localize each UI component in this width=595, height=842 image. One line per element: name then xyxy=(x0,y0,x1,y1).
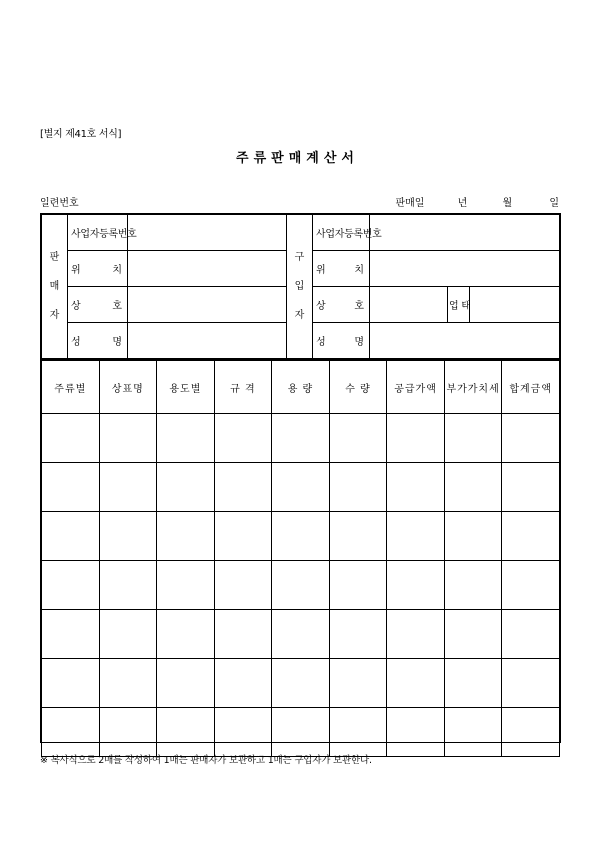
table-cell[interactable] xyxy=(214,610,272,659)
table-cell[interactable] xyxy=(214,708,272,757)
buyer-name-label xyxy=(313,323,370,359)
table-cell[interactable] xyxy=(329,659,387,708)
label-char: 명 xyxy=(112,337,122,348)
label-char: 위 xyxy=(316,265,326,276)
table-cell[interactable] xyxy=(42,659,100,708)
table-cell[interactable] xyxy=(42,610,100,659)
table-cell[interactable] xyxy=(272,708,330,757)
seller-char: 자 xyxy=(49,310,60,321)
table-cell[interactable] xyxy=(99,561,157,610)
month-label: 월 xyxy=(502,198,513,209)
table-cell[interactable] xyxy=(214,512,272,561)
table-cell[interactable] xyxy=(157,463,215,512)
column-header: 규 격 xyxy=(214,361,272,414)
seller-location-label xyxy=(68,251,128,287)
table-cell[interactable] xyxy=(387,659,445,708)
table-row xyxy=(42,610,560,659)
table-cell[interactable] xyxy=(387,561,445,610)
table-cell[interactable] xyxy=(157,708,215,757)
buyer-location-field[interactable] xyxy=(370,251,560,287)
serial-number-label: 일련번호 xyxy=(40,198,79,209)
page-title: 주류판매계산서 xyxy=(236,151,359,166)
year-label: 년 xyxy=(457,198,468,209)
table-cell[interactable] xyxy=(444,463,502,512)
table-cell[interactable] xyxy=(329,463,387,512)
table-row xyxy=(42,708,560,757)
table-cell[interactable] xyxy=(387,708,445,757)
table-row xyxy=(42,561,560,610)
table-cell[interactable] xyxy=(99,708,157,757)
label-char: 치 xyxy=(354,265,364,276)
footer-note: ※ 복사식으로 2매를 작성하여 1매는 판매자가 보관하고 1매는 구입자가 보관한다. xyxy=(40,755,372,766)
table-cell[interactable] xyxy=(444,659,502,708)
table-row xyxy=(42,512,560,561)
table-cell[interactable] xyxy=(42,512,100,561)
buyer-char: 입 xyxy=(294,281,305,292)
table-cell[interactable] xyxy=(444,414,502,463)
table-cell[interactable] xyxy=(214,561,272,610)
label-char: 호 xyxy=(354,301,364,312)
table-cell[interactable] xyxy=(99,610,157,659)
table-cell[interactable] xyxy=(502,708,560,757)
table-cell[interactable] xyxy=(502,414,560,463)
label-char: 명 xyxy=(354,337,364,348)
table-cell[interactable] xyxy=(157,414,215,463)
seller-char: 매 xyxy=(49,281,60,292)
items-table xyxy=(41,360,560,757)
seller-trade-name-field[interactable] xyxy=(128,287,287,323)
buyer-trade-name-label xyxy=(313,287,370,323)
table-cell[interactable] xyxy=(502,463,560,512)
table-cell[interactable] xyxy=(387,463,445,512)
buyer-business-type-label: 업 태 xyxy=(448,287,470,323)
buyer-reg-no-label: 사업자등록번호 xyxy=(313,215,370,251)
column-header: 수 량 xyxy=(329,361,387,414)
buyer-char: 자 xyxy=(294,310,305,321)
table-cell[interactable] xyxy=(502,561,560,610)
table-cell[interactable] xyxy=(157,610,215,659)
table-cell[interactable] xyxy=(329,708,387,757)
column-header: 주류별 xyxy=(42,361,100,414)
buyer-reg-no-field[interactable] xyxy=(370,215,560,251)
buyer-name-field[interactable] xyxy=(370,323,560,359)
table-cell[interactable] xyxy=(272,610,330,659)
table-cell[interactable] xyxy=(272,659,330,708)
table-row xyxy=(42,414,560,463)
buyer-trade-name-field[interactable] xyxy=(370,287,448,323)
column-header: 합계금액 xyxy=(502,361,560,414)
seller-char: 판 xyxy=(49,252,60,263)
form-number-label: [별지 제41호 서식] xyxy=(40,129,122,140)
table-cell[interactable] xyxy=(99,512,157,561)
label-char: 성 xyxy=(316,337,326,348)
seller-name-field[interactable] xyxy=(128,323,287,359)
party-info-block xyxy=(40,213,561,360)
column-header: 용 량 xyxy=(272,361,330,414)
table-cell[interactable] xyxy=(42,463,100,512)
table-cell[interactable] xyxy=(387,512,445,561)
table-cell[interactable] xyxy=(502,659,560,708)
day-label: 일 xyxy=(549,198,559,209)
table-row xyxy=(42,463,560,512)
column-header: 상표명 xyxy=(99,361,157,414)
label-char: 위 xyxy=(71,265,81,276)
items-table-block xyxy=(40,360,561,743)
table-cell[interactable] xyxy=(329,512,387,561)
column-header: 용도별 xyxy=(157,361,215,414)
label-char: 상 xyxy=(316,301,326,312)
seller-side-label xyxy=(42,215,68,359)
table-cell[interactable] xyxy=(157,659,215,708)
column-header: 부가가치세 xyxy=(444,361,502,414)
table-cell[interactable] xyxy=(444,561,502,610)
seller-reg-no-field[interactable] xyxy=(128,215,287,251)
table-cell[interactable] xyxy=(272,463,330,512)
table-cell[interactable] xyxy=(444,708,502,757)
table-cell[interactable] xyxy=(329,610,387,659)
serial-line xyxy=(40,194,559,209)
table-cell[interactable] xyxy=(444,512,502,561)
column-header: 공급가액 xyxy=(387,361,445,414)
table-cell[interactable] xyxy=(329,561,387,610)
seller-name-label xyxy=(68,323,128,359)
label-char: 상 xyxy=(71,301,81,312)
label-char: 치 xyxy=(112,265,122,276)
table-cell[interactable] xyxy=(502,610,560,659)
table-cell[interactable] xyxy=(329,414,387,463)
table-cell[interactable] xyxy=(387,610,445,659)
table-cell[interactable] xyxy=(214,414,272,463)
table-cell[interactable] xyxy=(444,610,502,659)
buyer-char: 구 xyxy=(294,252,305,263)
label-char: 성 xyxy=(71,337,81,348)
table-cell[interactable] xyxy=(214,463,272,512)
sale-date-line xyxy=(395,194,559,209)
sale-date-label: 판매일 xyxy=(395,198,425,209)
table-cell[interactable] xyxy=(42,561,100,610)
table-cell[interactable] xyxy=(42,708,100,757)
seller-trade-name-label xyxy=(68,287,128,323)
label-char: 호 xyxy=(112,301,122,312)
table-cell[interactable] xyxy=(272,512,330,561)
table-cell[interactable] xyxy=(157,561,215,610)
table-cell[interactable] xyxy=(387,414,445,463)
table-cell[interactable] xyxy=(272,561,330,610)
table-cell[interactable] xyxy=(502,512,560,561)
table-cell[interactable] xyxy=(99,414,157,463)
table-cell[interactable] xyxy=(272,414,330,463)
table-cell[interactable] xyxy=(42,414,100,463)
table-cell[interactable] xyxy=(99,659,157,708)
table-row xyxy=(42,659,560,708)
table-cell[interactable] xyxy=(214,659,272,708)
table-cell[interactable] xyxy=(99,463,157,512)
buyer-side-label xyxy=(287,215,313,359)
buyer-business-type-field[interactable] xyxy=(470,287,560,323)
buyer-location-label xyxy=(313,251,370,287)
table-cell[interactable] xyxy=(157,512,215,561)
seller-location-field[interactable] xyxy=(128,251,287,287)
seller-reg-no-label: 사업자등록번호 xyxy=(68,215,128,251)
